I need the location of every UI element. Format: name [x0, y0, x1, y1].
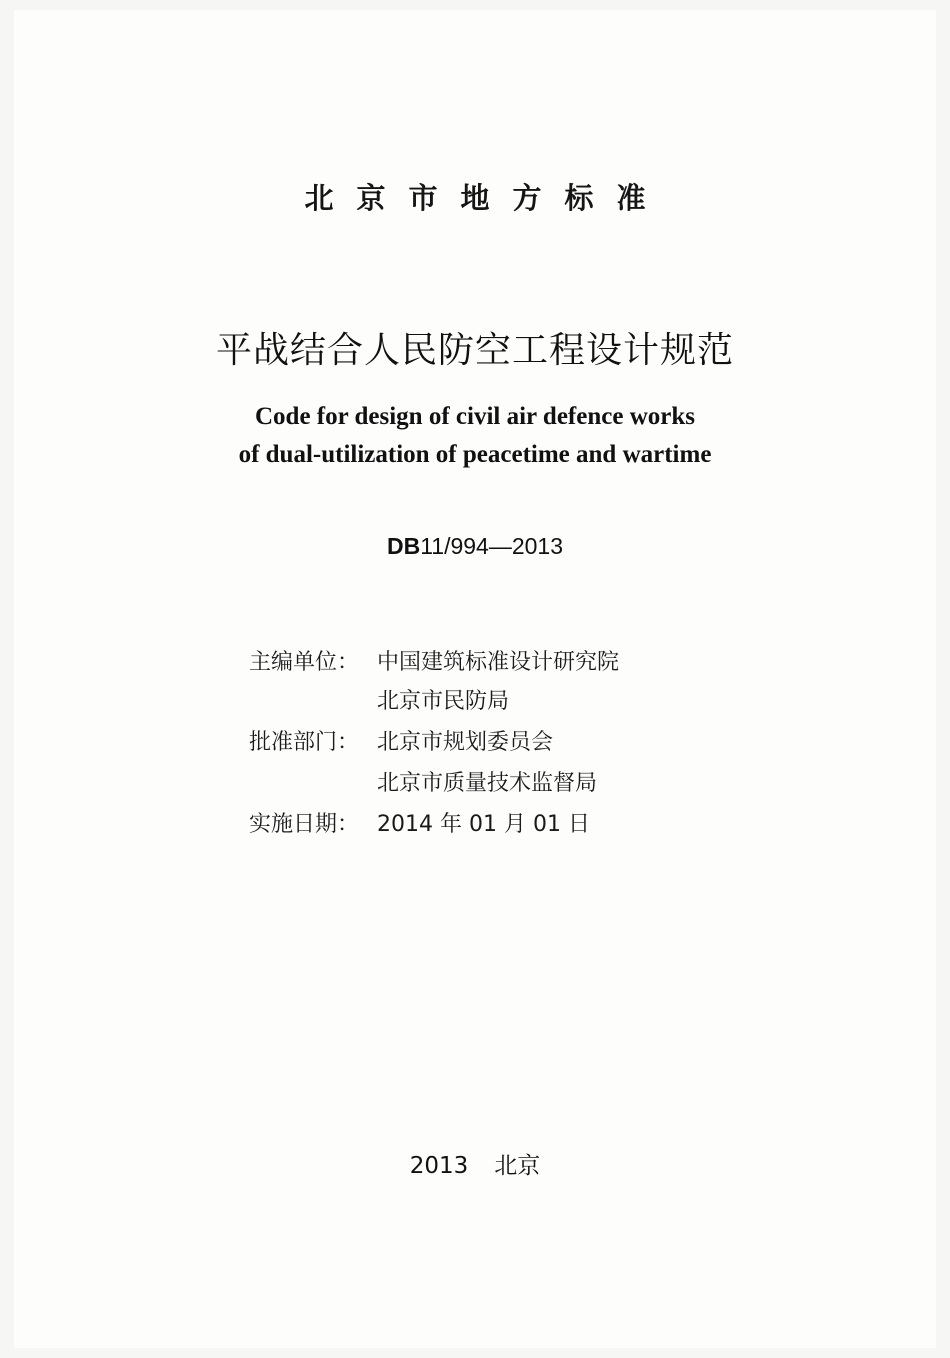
editor-row-continued: [249, 684, 509, 715]
standard-code-number: 11/994—2013: [420, 533, 564, 559]
approver-organization-2: 北京市质量技术监督局: [377, 771, 598, 796]
approver-row-continued: [249, 766, 597, 797]
implementation-date-value: 2014 年 01 月 01 日: [377, 812, 590, 837]
editor-label: 主编单位：: [249, 650, 360, 675]
document-title-chinese: 平战结合人民防空工程设计规范: [215, 330, 734, 371]
publication-year: 2013: [409, 1153, 469, 1179]
approver-row: [249, 725, 553, 756]
editor-organization-2: 北京市民防局: [377, 689, 510, 714]
standard-code-prefix: DB: [386, 533, 421, 559]
implementation-date-row: [249, 807, 590, 838]
document-title-english-line-2: of dual-utilization of peacetime and wartime: [238, 441, 712, 468]
issuing-authority: 北京市地方标准: [304, 181, 669, 215]
standard-code: [0, 533, 950, 560]
approver-organization-1: 北京市规划委员会: [377, 730, 554, 755]
publication-footer: [0, 1147, 950, 1180]
implementation-date-label: 实施日期：: [249, 812, 360, 837]
editor-organization-1: 中国建筑标准设计研究院: [377, 650, 620, 675]
editor-row: [249, 645, 619, 676]
document-title-english-line-1: Code for design of civil air defence works: [254, 403, 695, 430]
publication-city: 北京: [494, 1153, 541, 1179]
approver-label: 批准部门：: [249, 730, 360, 755]
